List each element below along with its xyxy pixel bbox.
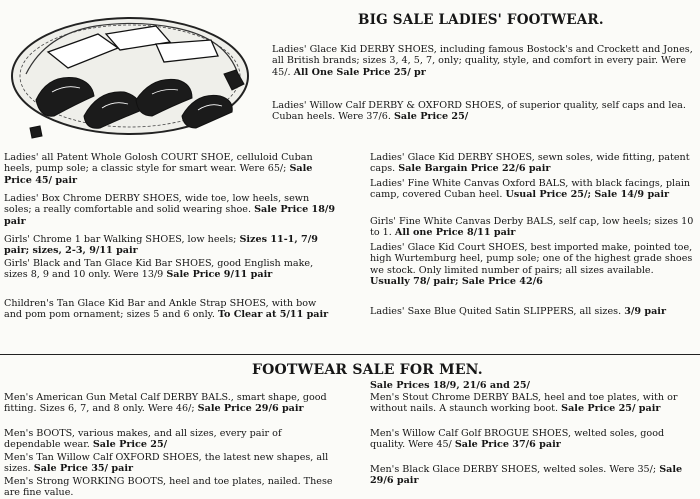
men-left-item-2: Men's BOOTS, various makes, and all sizes, every pair of dependable wear. Sale Price 25/ — [4, 428, 282, 451]
men-left-item-1: Men's American Gun Metal Calf DERBY BALS., smart shape, good fitting. Sizes 6, 7, and 8 only. Were 46/; Sale Price 29/6 pair — [4, 392, 327, 415]
ladies-left-item-3: Girls' Chrome 1 bar Walking SHOES, low heels; Sizes 11-1, 7/9 pair; sizes, 2-3, 9/11 pair — [4, 234, 318, 257]
ladies-left-item-4: Girls' Black and Tan Glace Kid Bar SHOES, good English make, sizes 8, 9 and 10 only. Were 13/9 Sale Price 9/11 pair — [4, 258, 314, 281]
ladies-right-item-5: Ladies' Saxe Blue Quited Satin SLIPPERS, all sizes. 3/9 pair — [370, 306, 667, 317]
men-section-title: FOOTWEAR SALE FOR MEN. — [252, 362, 483, 378]
ladies-right-item-1: Ladies' Glace Kid DERBY SHOES, sewn soles, wide fitting, patent caps. Sale Bargain Price 22/6 pair — [370, 152, 690, 175]
ladies-right-item-3: Girls' Fine White Canvas Derby BALS, self cap, low heels; sizes 10 to 1. All one Price 8/11 pair — [370, 216, 694, 239]
shoe-basket-illustration — [6, 4, 254, 144]
ladies-section-title: BIG SALE LADIES' FOOTWEAR. — [358, 12, 604, 28]
ladies-left-item-2: Ladies' Box Chrome DERBY SHOES, wide toe, low heels, sewn soles; a really comfortable and solid wearing shoe. Sale Price 18/9 pair — [4, 193, 336, 227]
ladies-top-item-2: Ladies' Willow Calf DERBY & OXFORD SHOES, of superior quality, self caps and lea. Cuban heels. Were 37/6. Sale Price 25/ — [272, 100, 686, 123]
men-right-item-4: Men's Black Glace DERBY SHOES, welted soles. Were 35/; Sale 29/6 pair — [370, 464, 683, 487]
men-right-item-3: Men's Willow Calf Golf BROGUE SHOES, welted soles, good quality. Were 45/ Sale Price 37/6 pair — [370, 428, 665, 451]
men-left-item-4: Men's Strong WORKING BOOTS, heel and toe plates, nailed. These are fine value. — [4, 476, 333, 499]
ladies-left-item-5: Children's Tan Glace Kid Bar and Ankle Strap SHOES, with bow and pom pom ornament; sizes 5 and 6 only. To Clear at 5/11 pair — [4, 298, 329, 321]
ladies-right-item-4: Ladies' Glace Kid Court SHOES, best imported make, pointed toe, high Wurtemburg heel, pump sole; one of the highest grade shoes we stock. Only limited number of pairs; all sizes available. Usually 78/ pair; Sale Price 42/6 — [370, 242, 693, 288]
men-right-item-1: Sale Prices 18/9, 21/6 and 25/ — [370, 380, 531, 391]
ladies-left-item-1: Ladies' all Patent Whole Golosh COURT SHOE, celluloid Cuban heels, pump sole; a classic style for smart wear. Were 65/; Sale Price 45/ pair — [4, 152, 313, 186]
men-left-item-3: Men's Tan Willow Calf OXFORD SHOES, the latest new shapes, all sizes. Sale Price 35/ pair — [4, 452, 329, 475]
section-divider — [0, 354, 700, 355]
ladies-right-item-2: Ladies' Fine White Canvas Oxford BALS, with black facings, plain camp, covered Cuban heel. Usual Price 25/; Sale 14/9 pair — [370, 178, 691, 201]
men-right-item-2: Men's Stout Chrome DERBY BALS, heel and toe plates, with or without nails. A staunch working boot. Sale Price 25/ pair — [370, 392, 678, 415]
ladies-top-item-1: Ladies' Glace Kid DERBY SHOES, including famous Bostock's and Crockett and Jones, all British brands; sizes 3, 4, 5, 7, only; quality, style, and comfort in every pair. Were 45/. All One Sale Price 25/ pr — [272, 44, 693, 78]
